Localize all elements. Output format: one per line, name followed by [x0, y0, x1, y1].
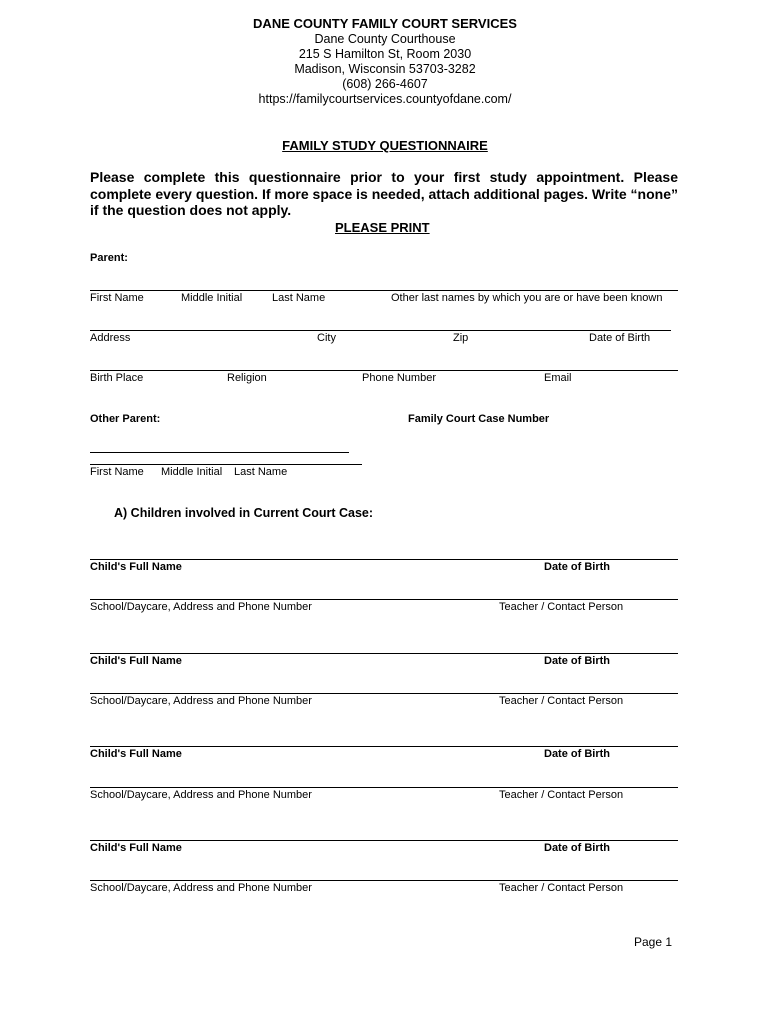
- child-2-school-label: School/Daycare, Address and Phone Number: [90, 695, 312, 707]
- parent-email-label: Email: [544, 372, 572, 384]
- child-4-school-line[interactable]: [90, 880, 678, 881]
- case-number-label: Family Court Case Number: [408, 413, 550, 425]
- building-name: Dane County Courthouse: [314, 32, 456, 46]
- parent-address-label: Address: [90, 332, 131, 344]
- child-3-name-label: Child's Full Name: [90, 748, 182, 760]
- child-4-dob-label: Date of Birth: [544, 842, 610, 854]
- child-3-contact-label: Teacher / Contact Person: [499, 789, 624, 801]
- child-4-name-label: Child's Full Name: [90, 842, 182, 854]
- parent-phone-label: Phone Number: [362, 372, 436, 384]
- child-4-contact-label: Teacher / Contact Person: [499, 882, 624, 894]
- city-state-zip: Madison, Wisconsin 53703-3282: [294, 62, 476, 76]
- parent-birthplace-line[interactable]: [90, 370, 678, 371]
- parent-address-line[interactable]: [90, 330, 671, 331]
- child-1-dob-label: Date of Birth: [544, 561, 610, 573]
- child-4-school-label: School/Daycare, Address and Phone Number: [90, 882, 312, 894]
- other-parent-first-name-label: First Name: [90, 466, 144, 478]
- parent-religion-label: Religion: [227, 372, 267, 384]
- child-4-name-line[interactable]: [90, 840, 678, 841]
- phone-number: (608) 266-4607: [342, 77, 428, 91]
- child-1-name-label: Child's Full Name: [90, 561, 182, 573]
- children-section-heading: A) Children involved in Current Court Case:: [114, 506, 374, 520]
- child-1-school-label: School/Daycare, Address and Phone Number: [90, 601, 312, 613]
- form-title: FAMILY STUDY QUESTIONNAIRE: [282, 138, 488, 153]
- child-3-school-label: School/Daycare, Address and Phone Number: [90, 789, 312, 801]
- parent-last-name-label: Last Name: [272, 292, 326, 304]
- page-number: Page 1: [634, 935, 673, 949]
- child-3-school-line[interactable]: [90, 787, 678, 788]
- child-2-school-line[interactable]: [90, 693, 678, 694]
- child-2-name-label: Child's Full Name: [90, 655, 182, 667]
- parent-name-line[interactable]: [90, 290, 678, 291]
- parent-city-label: City: [317, 332, 336, 344]
- parent-other-names-label: Other last names by which you are or have been known: [391, 292, 663, 304]
- parent-dob-label: Date of Birth: [589, 332, 651, 344]
- child-1-name-line[interactable]: [90, 559, 678, 560]
- please-print: PLEASE PRINT: [335, 220, 430, 235]
- other-parent-last-name-label: Last Name: [234, 466, 288, 478]
- website-url: https://familycourtservices.countyofdane.com/: [258, 92, 512, 106]
- instructions: Please complete this questionnaire prior to your first study appointment. Please complete every question. If more space is needed, attach additional pages. Write “none” if the question does not apply.: [90, 169, 678, 218]
- child-1-school-line[interactable]: [90, 599, 678, 600]
- child-1-contact-label: Teacher / Contact Person: [499, 601, 624, 613]
- child-3-dob-label: Date of Birth: [544, 748, 610, 760]
- other-parent-name-line-2[interactable]: [90, 464, 362, 465]
- other-parent-heading: Other Parent:: [90, 413, 161, 425]
- child-2-contact-label: Teacher / Contact Person: [499, 695, 624, 707]
- parent-middle-initial-label: Middle Initial: [181, 292, 243, 304]
- child-2-name-line[interactable]: [90, 653, 678, 654]
- parent-zip-label: Zip: [453, 332, 469, 344]
- parent-heading: Parent:: [90, 252, 128, 264]
- org-name: DANE COUNTY FAMILY COURT SERVICES: [253, 16, 517, 31]
- parent-first-name-label: First Name: [90, 292, 144, 304]
- other-parent-name-line[interactable]: [90, 452, 349, 453]
- parent-birthplace-label: Birth Place: [90, 372, 144, 384]
- other-parent-middle-initial-label: Middle Initial: [161, 466, 223, 478]
- street-address: 215 S Hamilton St, Room 2030: [298, 47, 472, 61]
- child-2-dob-label: Date of Birth: [544, 655, 610, 667]
- child-3-name-line[interactable]: [90, 746, 678, 747]
